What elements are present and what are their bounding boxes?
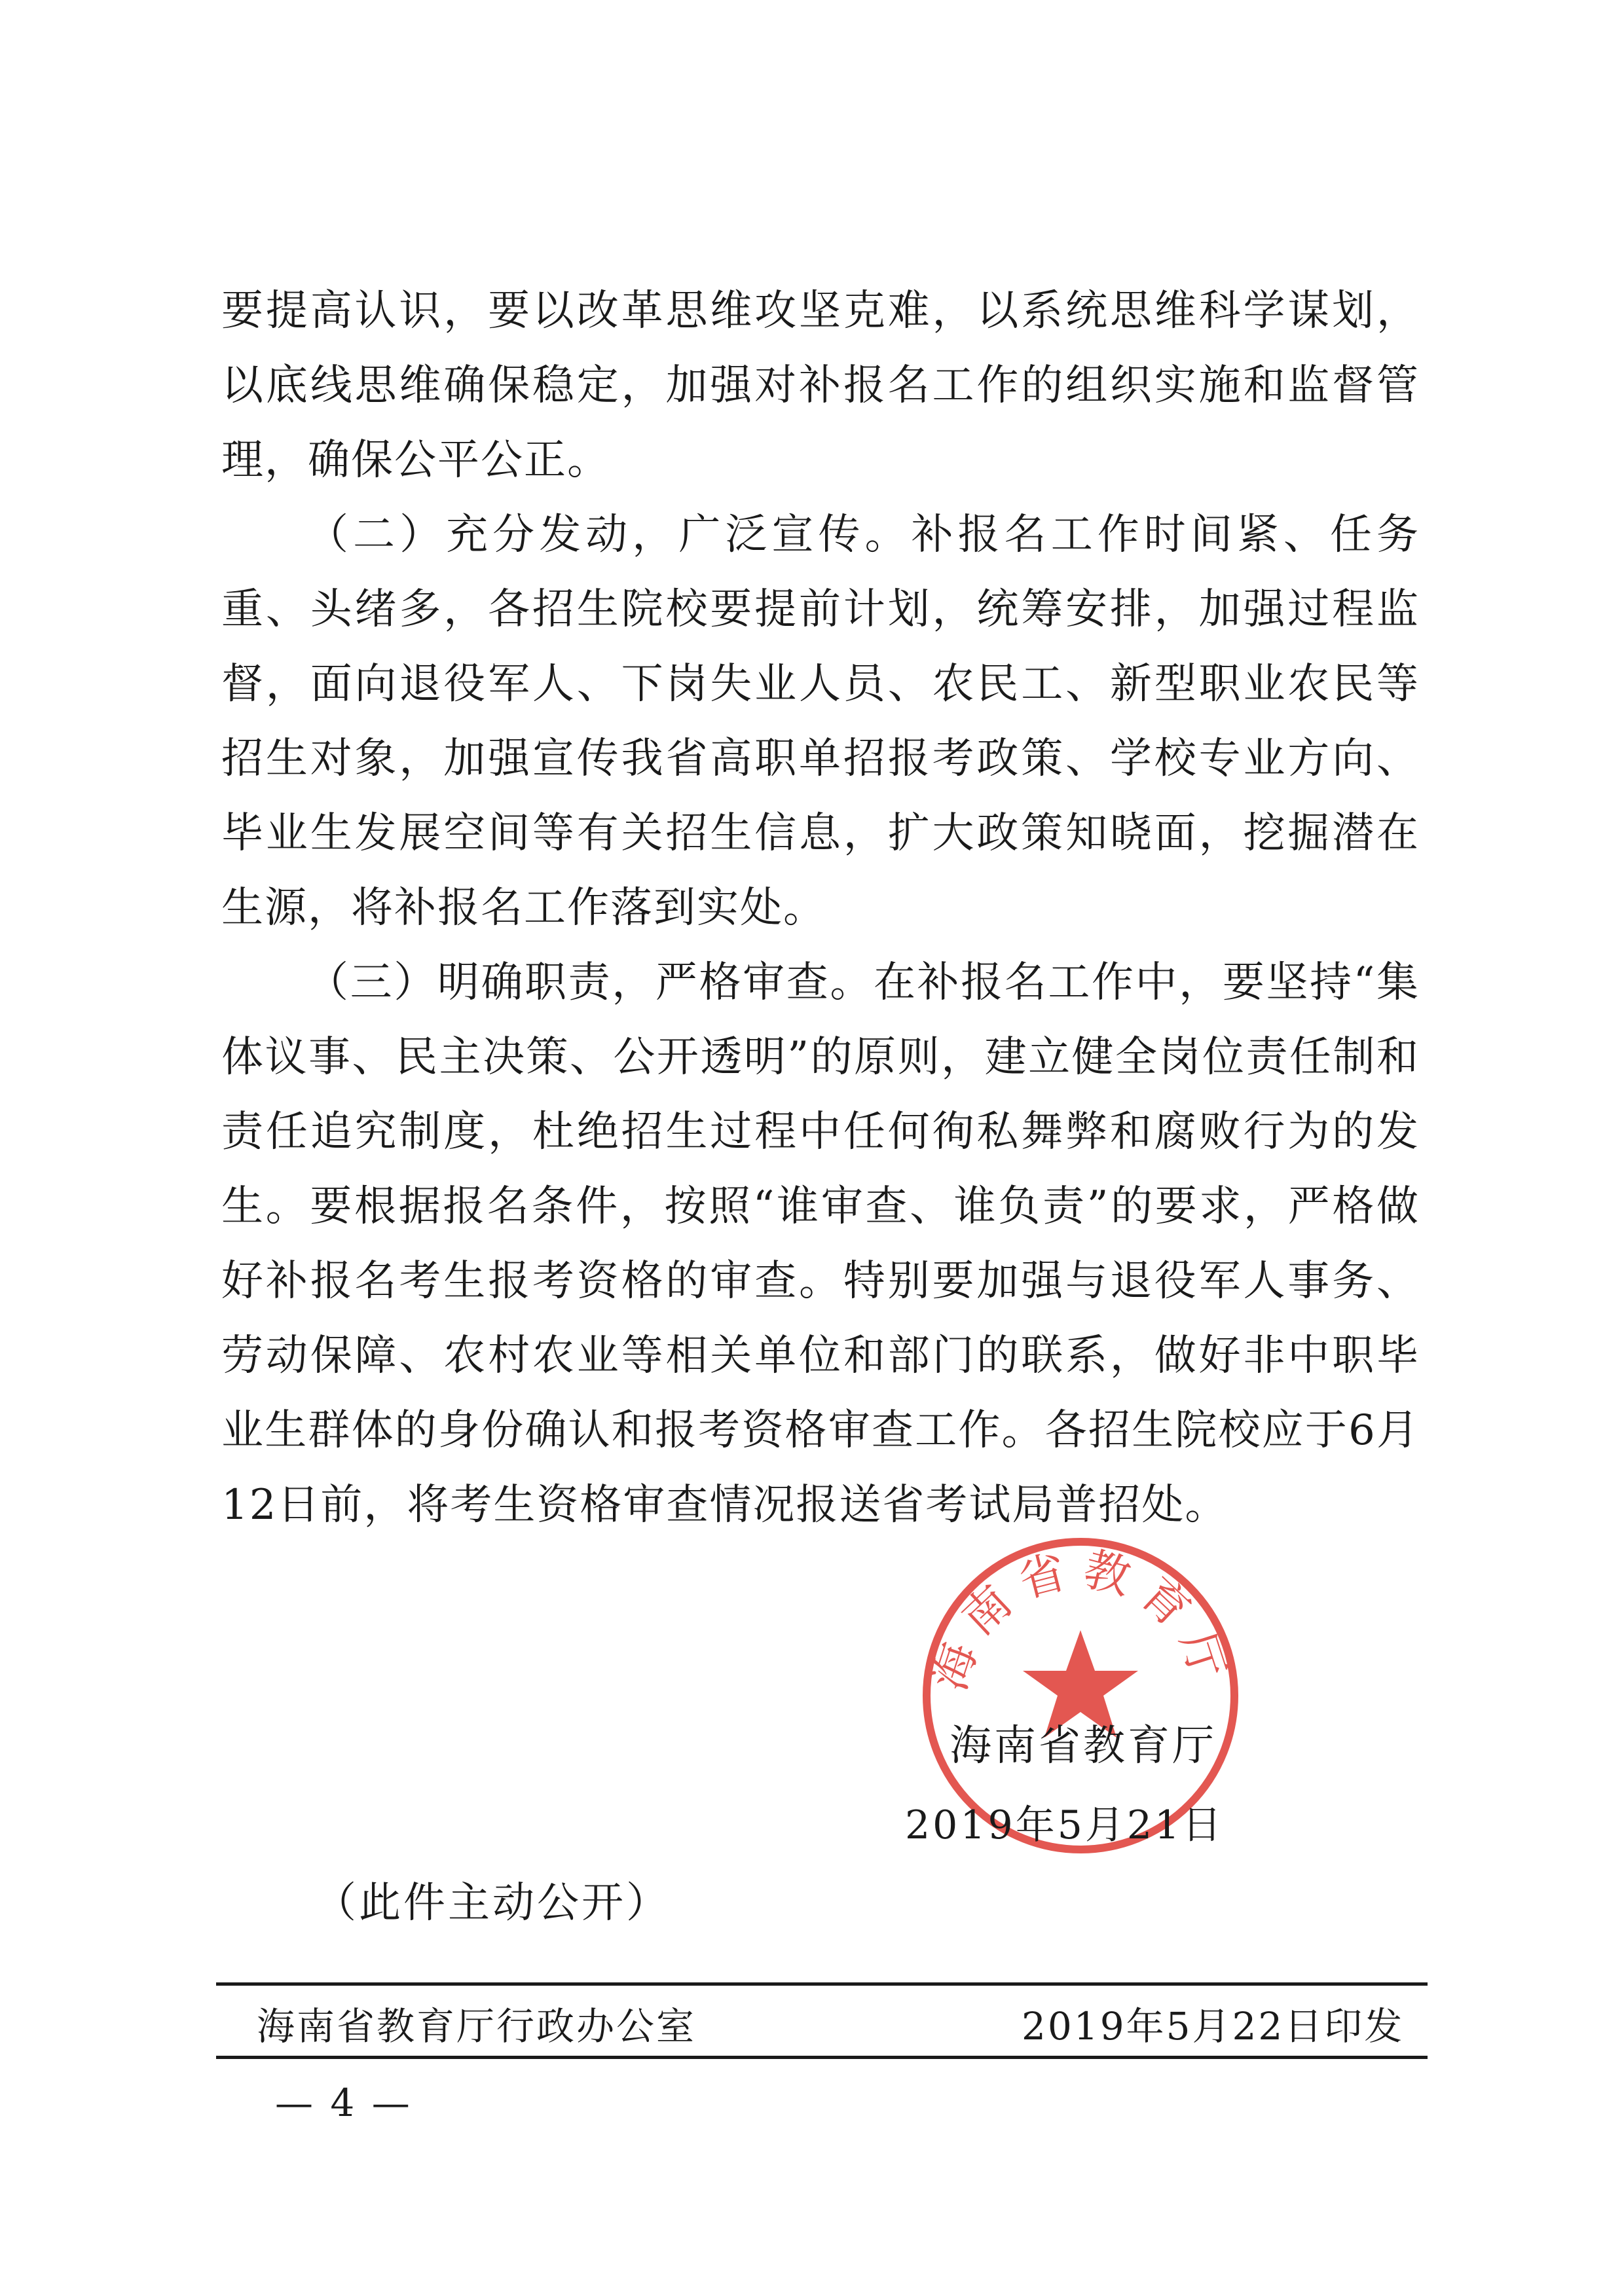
signature-block <box>864 1532 1349 1899</box>
print-date: 2019年5月22日印发 <box>1022 2004 1405 2049</box>
page-number: — 4 — <box>275 2081 413 2125</box>
paragraph-review: （三）明确职责，严格审查。在补报名工作中，要坚持“集体议事、民主决策、公开透明”的原则，建立健全岗位责任制和责任追究制度，杜绝招生过程中任何徇私舞弊和腐败行为的发生。要根据报名条件，按照“谁审查、谁负责”的要求，严格做好补报名考生报考资格的审查。特别要加强与退役军人事务、劳动保障、农村农业等相关单位和部门的联系，做好非中职毕业生群体的身份确认和报考资格审查工作。各招生院校应于6月12日前，将考生资格审查情况报送省考试局普招处。 <box>221 958 1420 1529</box>
paragraph-publicity: （二）充分发动，广泛宣传。补报名工作时间紧、任务重、头绪多，各招生院校要提前计划，统筹安排，加强过程监督，面向退役军人、下岗失业人员、农民工、新型职业农民等招生对象，加强宣传我省高职单招报考政策、学校专业方向、毕业生发展空间等有关招生信息，扩大政策知晓面，挖掘潜在生源，将补报名工作落到实处。 <box>221 511 1420 932</box>
signer-name: 海南省教育厅 <box>950 1722 1217 1770</box>
seal-text: 海南省教育厅 <box>922 1542 1239 1697</box>
footer-top-rule <box>216 1982 1428 1986</box>
footer-bottom-rule <box>216 2056 1428 2059</box>
disclosure-note: （此件主动公开） <box>314 1879 671 1927</box>
issuing-office: 海南省教育厅行政办公室 <box>257 2004 697 2049</box>
paragraph-continuation: 要提高认识，要以改革思维攻坚克难，以系统思维科学谋划，以底线思维确保稳定，加强对补报名工作的组织实施和监督管理，确保公平公正。 <box>221 287 1420 484</box>
signing-date: 2019年5月21日 <box>905 1802 1225 1848</box>
document-body <box>221 274 1420 1542</box>
